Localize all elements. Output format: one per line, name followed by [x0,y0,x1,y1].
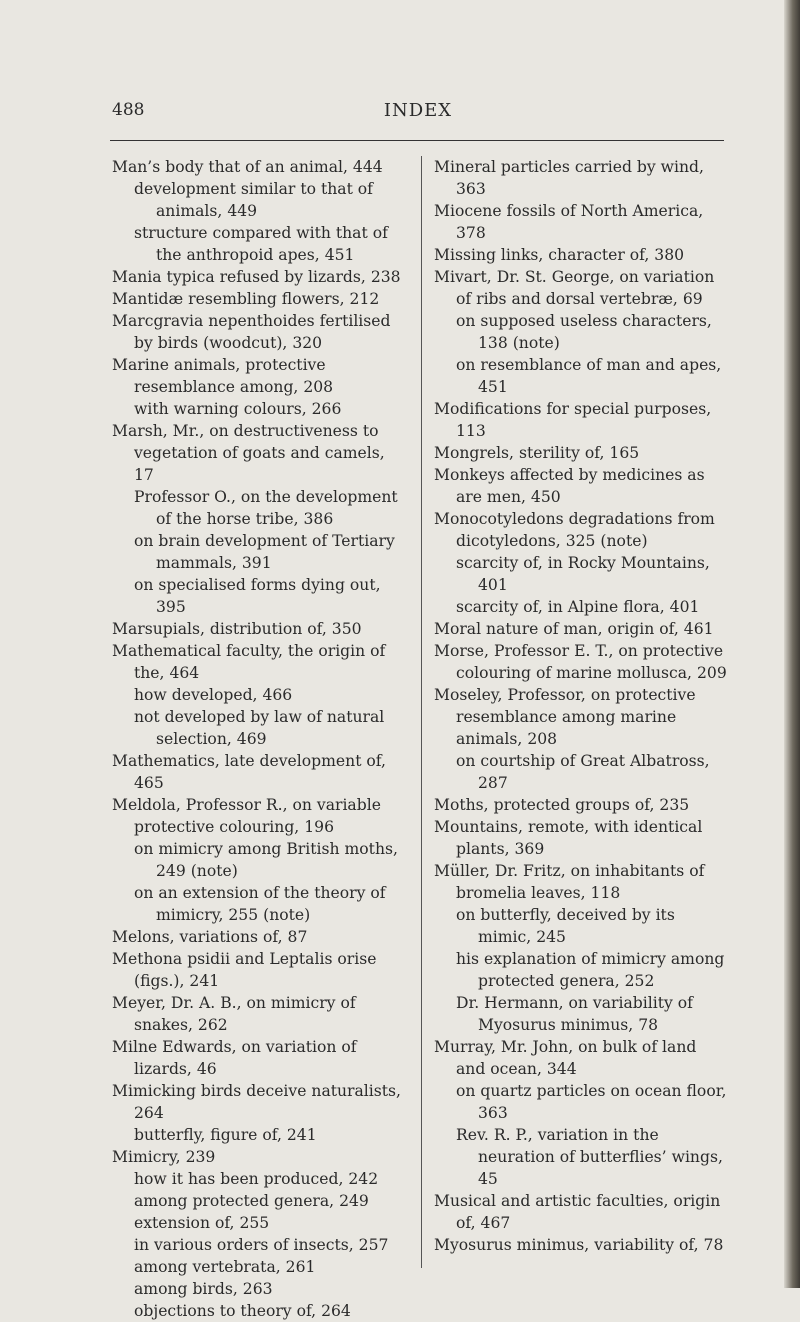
index-subentry: on an extension of the theory of mimicry, 255 (note) [134,884,386,924]
index-subentry: on specialised forms dying out, 395 [134,576,381,616]
index-entry: Mania typica refused by lizards, 238 [112,268,401,286]
column-divider [421,156,422,1268]
index-subentry: Professor O., on the development of the horse tribe, 386 [134,488,398,528]
index-entry: Methona psidii and Leptalis orise (figs.), 241 [112,950,377,990]
index-subentry: his explanation of mimicry among protected genera, 252 [456,950,725,990]
index-entry: Meldola, Professor R., on variable protective colouring, 196 [112,796,381,836]
page-header [112,100,724,126]
index-entry: Müller, Dr. Fritz, on inhabitants of bromelia leaves, 118 [434,862,705,902]
index-subentry: on butterfly, deceived by its mimic, 245 [456,906,675,946]
index-subentry: scarcity of, in Rocky Mountains, 401 [456,554,710,594]
index-entry: Murray, Mr. John, on bulk of land and ocean, 344 [434,1038,697,1078]
index-entry: Mivart, Dr. St. George, on variation of ribs and dorsal vertebræ, 69 [434,268,715,308]
index-entry: Morse, Professor E. T., on protective colouring of marine mollusca, 209 [434,642,727,682]
index-subentry: how developed, 466 [134,686,293,704]
index-subentry: among protected genera, 249 [134,1192,369,1210]
index-entry: Mimicry, 239 [112,1148,216,1166]
index-subentry: with warning colours, 266 [134,400,342,418]
index-subentry: objections to theory of, 264 [134,1302,351,1320]
index-entry: Moral nature of man, origin of, 461 [434,620,714,638]
index-entry: Mountains, remote, with identical plants, 369 [434,818,703,858]
index-entry: Missing links, character of, 380 [434,246,685,264]
index-subentry: extension of, 255 [134,1214,270,1232]
index-entry: Miocene fossils of North America, 378 [434,202,704,242]
index-subentry: development similar to that of animals, 449 [134,180,373,220]
index-entry: Mantidæ resembling flowers, 212 [112,290,380,308]
index-subentry: among vertebrata, 261 [134,1258,316,1276]
page-number: 488 [112,100,145,120]
index-subentry: how it has been produced, 242 [134,1170,379,1188]
index-entry: Man’s body that of an animal, 444 [112,158,383,176]
index-subentry: Dr. Hermann, on variability of Myosurus minimus, 78 [456,994,693,1034]
index-subentry: Rev. R. P., variation in the neuration of butterflies’ wings, 45 [456,1126,723,1188]
index-column-right [434,156,728,1256]
index-entry: Marine animals, protective resemblance among, 208 [112,356,334,396]
index-entry: Mongrels, sterility of, 165 [434,444,640,462]
index-entry: Moseley, Professor, on protective resemblance among marine animals, 208 [434,686,696,748]
index-entry: Milne Edwards, on variation of lizards, 46 [112,1038,357,1078]
index-subentry: on brain development of Tertiary mammals, 391 [134,532,395,572]
index-entry: Melons, variations of, 87 [112,928,308,946]
header-rule [110,140,724,141]
index-entry: Marcgravia nepenthoides fertilised by birds (woodcut), 320 [112,312,391,352]
index-subentry: among birds, 263 [134,1280,273,1298]
index-entry: Myosurus minimus, variability of, 78 [434,1236,724,1254]
index-subentry: on resemblance of man and apes, 451 [456,356,722,396]
index-subentry: in various orders of insects, 257 [134,1236,389,1254]
index-entry: Mimicking birds deceive naturalists, 264 [112,1082,402,1122]
index-entry: Mathematics, late development of, 465 [112,752,386,792]
index-entry: Musical and artistic faculties, origin of, 467 [434,1192,721,1232]
index-subentry: on courtship of Great Albatross, 287 [456,752,710,792]
index-entry: Marsupials, distribution of, 350 [112,620,362,638]
index-subentry: structure compared with that of the anthropoid apes, 451 [134,224,388,264]
index-entry: Mathematical faculty, the origin of the, 464 [112,642,386,682]
page-title: INDEX [383,100,453,121]
index-subentry: on quartz particles on ocean floor, 363 [456,1082,727,1122]
index-entry: Moths, protected groups of, 235 [434,796,690,814]
index-entry: Modifications for special purposes, 113 [434,400,712,440]
index-entry: Monkeys affected by medicines as are men, 450 [434,466,705,506]
page-edge-shadow [784,0,800,1288]
index-entry: Marsh, Mr., on destructiveness to vegetation of goats and camels, 17 [112,422,385,484]
index-entry: Monocotyledons degradations from dicotyledons, 325 (note) [434,510,715,550]
index-subentry: on supposed useless characters, 138 (note) [456,312,712,352]
index-column-left [112,156,406,1322]
index-subentry: on mimicry among British moths, 249 (note) [134,840,398,880]
index-entry: Meyer, Dr. A. B., on mimicry of snakes, 262 [112,994,356,1034]
index-subentry: not developed by law of natural selection, 469 [134,708,385,748]
index-subentry: butterfly, figure of, 241 [134,1126,317,1144]
index-subentry: scarcity of, in Alpine flora, 401 [456,598,700,616]
index-entry: Mineral particles carried by wind, 363 [434,158,704,198]
